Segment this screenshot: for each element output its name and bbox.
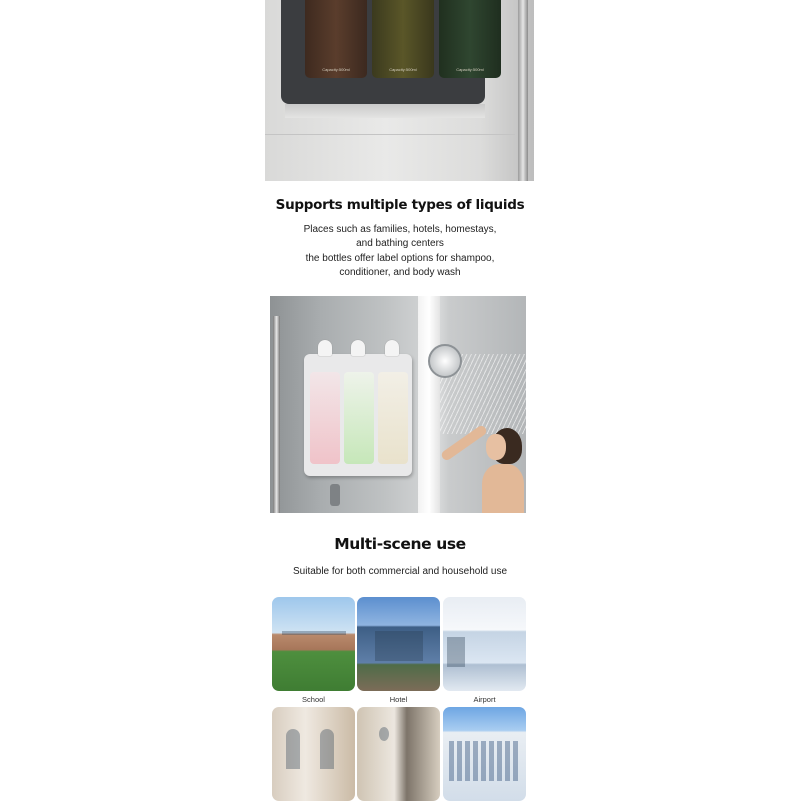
scene-tile-bathroom [357, 707, 440, 801]
multi-scene-heading: Multi-scene use [334, 535, 466, 553]
wall-tile-line [265, 134, 515, 135]
bottle-capacity-label: Capacity:500ml [456, 67, 484, 72]
description-line: the bottles offer label options for shampoo, [305, 252, 495, 264]
liquids-heading: Supports multiple types of liquids [275, 197, 525, 213]
shower-head-icon [428, 344, 462, 378]
scene-tile-school [272, 597, 355, 691]
white-dispenser [304, 354, 412, 476]
pink-bottle [310, 372, 340, 464]
scene-tile-airport [443, 597, 526, 691]
pump-icon [318, 340, 332, 356]
holder-shadow [285, 104, 485, 118]
bottle-capacity-label: Capacity:500ml [322, 67, 350, 72]
bottle-olive [372, 0, 434, 78]
face [486, 434, 506, 460]
woman-showering [478, 414, 526, 513]
scene-tile-hospital [443, 707, 526, 801]
description-line: and bathing centers [356, 238, 444, 250]
wall-strip [418, 296, 440, 513]
description-line: conditioner, and body wash [339, 267, 461, 279]
liquids-description [265, 223, 535, 281]
description-line: Places such as families, hotels, homestays, [303, 224, 497, 235]
hospital-windows [449, 741, 519, 781]
dispenser-holder [281, 0, 485, 104]
pump-icon [385, 340, 399, 356]
scene-label-hotel: Hotel [389, 695, 408, 704]
pump-icon [351, 340, 365, 356]
green-bottle [344, 372, 374, 464]
bottle-capacity-label: Capacity:500ml [389, 67, 417, 72]
shower-pole [518, 0, 528, 181]
scene-tile-salon [272, 707, 355, 801]
arched-mirror [320, 729, 334, 769]
scene-tile-hotel [357, 597, 440, 691]
building-windows [282, 631, 346, 635]
shoulders [482, 464, 524, 513]
scene-label-school: School [302, 695, 325, 704]
shower-rail [273, 316, 280, 513]
dispenser-product-photo [265, 0, 534, 181]
cream-bottle [378, 372, 408, 464]
bottle-green [439, 0, 501, 78]
round-mirror [379, 727, 389, 741]
arched-mirror [286, 729, 300, 769]
faucet [330, 484, 340, 506]
multi-scene-subtitle: Suitable for both commercial and household use [292, 566, 508, 577]
terminal-column [447, 637, 465, 667]
bottle-brown [305, 0, 367, 78]
shower-scene-photo [270, 296, 526, 513]
scene-label-airport: Airport [473, 695, 496, 704]
hotel-tower [375, 631, 423, 661]
